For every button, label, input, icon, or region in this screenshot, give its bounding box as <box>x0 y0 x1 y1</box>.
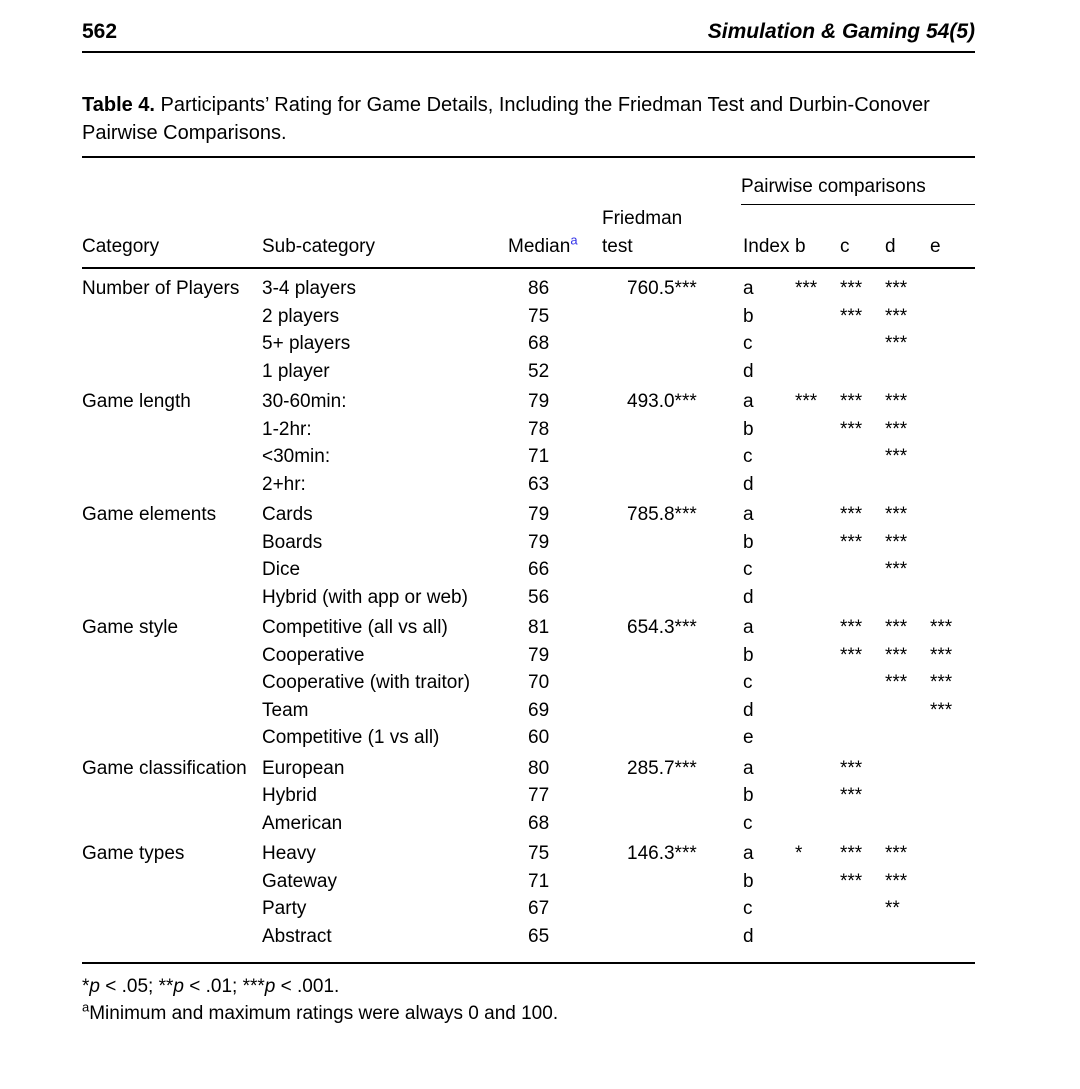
median-cell: 78 <box>528 418 550 440</box>
index-cell: c <box>743 446 753 467</box>
friedman-cell <box>582 471 717 499</box>
ratings-table <box>82 156 975 964</box>
pairwise-d-cell: *** <box>885 870 908 892</box>
friedman-cell <box>582 697 717 725</box>
pairwise-e-cell <box>930 895 975 923</box>
pairwise-c-cell: *** <box>840 418 863 440</box>
col-header-e: e <box>930 205 975 268</box>
pairwise-d-cell <box>885 724 930 752</box>
pairwise-e-cell <box>930 303 975 331</box>
median-cell: 86 <box>528 278 550 299</box>
pairwise-b-cell <box>795 358 840 386</box>
col-header-index: Index <box>717 205 795 268</box>
table-caption-text: Participants’ Rating for Game Details, Including the Friedman Test and Durbin-Conover Pairwise Comparisons. <box>82 94 930 144</box>
median-cell: 68 <box>528 333 550 354</box>
median-cell: 68 <box>528 812 550 834</box>
friedman-cell <box>582 529 717 557</box>
pairwise-b-cell <box>795 724 840 752</box>
pairwise-e-cell <box>930 471 975 499</box>
median-cell: 52 <box>528 360 550 382</box>
pairwise-e-cell: *** <box>930 644 953 666</box>
friedman-cell: 146.3*** <box>627 843 697 864</box>
subcategory-cell: Competitive (all vs all) <box>262 617 448 638</box>
pairwise-d-cell: *** <box>885 504 908 525</box>
index-cell: d <box>743 699 754 721</box>
table-row <box>82 498 975 529</box>
pairwise-c-cell: *** <box>840 391 863 412</box>
median-cell: 79 <box>528 644 550 666</box>
table-row <box>82 268 975 303</box>
friedman-cell <box>582 642 717 670</box>
pairwise-d-cell <box>885 471 930 499</box>
median-cell: 65 <box>528 925 550 947</box>
index-cell: b <box>743 531 754 553</box>
friedman-cell <box>582 303 717 331</box>
median-cell: 79 <box>528 504 550 525</box>
subcategory-cell: Hybrid <box>262 785 317 806</box>
pairwise-e-cell <box>930 782 975 810</box>
friedman-cell: 785.8*** <box>627 504 697 525</box>
friedman-cell <box>582 669 717 697</box>
pairwise-e-cell <box>930 724 975 752</box>
pairwise-e-cell: *** <box>930 672 953 693</box>
header-spacer <box>82 157 717 205</box>
subcategory-cell: 1-2hr: <box>262 418 312 440</box>
pairwise-d-cell: *** <box>885 843 908 864</box>
index-cell: b <box>743 418 754 440</box>
pairwise-c-cell <box>840 358 885 386</box>
median-cell: 63 <box>528 473 550 495</box>
pairwise-c-cell: *** <box>840 757 863 779</box>
pairwise-d-cell <box>885 358 930 386</box>
pairwise-b-cell <box>795 611 840 642</box>
pairwise-c-cell <box>840 697 885 725</box>
friedman-cell <box>582 416 717 444</box>
subcategory-cell: Cards <box>262 504 313 525</box>
median-cell: 81 <box>528 617 550 638</box>
col-header-b: b <box>795 205 840 268</box>
subcategory-cell: Gateway <box>262 870 337 892</box>
table-row <box>82 385 975 416</box>
pairwise-header-row <box>82 157 975 205</box>
pairwise-d-cell: *** <box>885 672 908 693</box>
pairwise-c-cell: *** <box>840 504 863 525</box>
index-cell: a <box>743 617 754 638</box>
col-header-friedman: Friedman test <box>582 205 717 268</box>
pairwise-d-cell: *** <box>885 644 908 666</box>
note-segment: p <box>89 976 100 997</box>
pairwise-c-cell: *** <box>840 870 863 892</box>
category-cell: Number of Players <box>82 278 240 299</box>
pairwise-e-cell <box>930 416 975 444</box>
pairwise-b-cell <box>795 529 840 557</box>
pairwise-c-cell <box>840 810 885 838</box>
pairwise-b-cell <box>795 642 840 670</box>
pairwise-c-cell: *** <box>840 843 863 864</box>
index-cell: d <box>743 925 754 947</box>
subcategory-cell: 2+hr: <box>262 473 306 495</box>
median-label: Median <box>508 235 571 257</box>
subcategory-cell: Party <box>262 898 307 919</box>
col-header-c: c <box>840 205 885 268</box>
page-number: 562 <box>82 20 118 43</box>
pairwise-b-cell <box>795 498 840 529</box>
index-cell: a <box>743 843 754 864</box>
friedman-cell <box>582 443 717 471</box>
friedman-cell <box>582 330 717 358</box>
pairwise-b-cell: *** <box>795 391 818 412</box>
pairwise-c-cell <box>840 556 885 584</box>
pairwise-e-cell <box>930 556 975 584</box>
subcategory-cell: European <box>262 757 345 779</box>
subcategory-cell: Boards <box>262 531 323 553</box>
category-cell: Game types <box>82 843 185 864</box>
col-header-subcategory: Sub-category <box>262 205 505 268</box>
index-cell: a <box>743 391 754 412</box>
pairwise-c-cell: *** <box>840 644 863 666</box>
pairwise-e-cell <box>930 584 975 612</box>
pairwise-d-cell <box>885 810 930 838</box>
index-cell: c <box>743 333 753 354</box>
pairwise-e-cell <box>930 385 975 416</box>
median-cell: 67 <box>528 898 550 919</box>
pairwise-e-cell: *** <box>930 699 953 721</box>
journal-title: Simulation & Gaming 54(5) <box>707 20 975 43</box>
table-caption-label: Table 4. <box>82 94 155 116</box>
pairwise-b-cell <box>795 556 840 584</box>
pairwise-header-label: Pairwise comparisons <box>741 176 975 205</box>
friedman-cell <box>582 923 717 964</box>
friedman-cell <box>582 724 717 752</box>
pairwise-b-cell <box>795 669 840 697</box>
note-segment: < .05; ** <box>99 976 174 997</box>
pairwise-e-cell <box>930 330 975 358</box>
subcategory-cell: 5+ players <box>262 333 351 354</box>
running-head <box>82 0 975 53</box>
index-cell: a <box>743 757 754 779</box>
note-segment: < .001. <box>275 976 340 997</box>
subcategory-cell: 3-4 players <box>262 278 356 299</box>
pairwise-d-cell: *** <box>885 531 908 553</box>
index-cell: c <box>743 559 753 580</box>
pairwise-d-cell: *** <box>885 391 908 412</box>
pairwise-d-cell <box>885 923 930 964</box>
pairwise-c-cell <box>840 669 885 697</box>
pairwise-e-cell <box>930 358 975 386</box>
pairwise-b-cell <box>795 895 840 923</box>
median-cell: 69 <box>528 699 550 721</box>
pairwise-d-cell: ** <box>885 898 900 919</box>
col-header-d: d <box>885 205 930 268</box>
pairwise-e-cell <box>930 752 975 783</box>
table-header <box>82 157 975 268</box>
table-row <box>82 837 975 868</box>
note-segment: p <box>264 976 276 997</box>
friedman-cell: 285.7*** <box>627 757 697 779</box>
pairwise-d-cell: *** <box>885 446 908 467</box>
pairwise-c-cell <box>840 923 885 964</box>
note-segment: * <box>82 976 90 997</box>
ratings-range-note <box>82 1000 975 1027</box>
subcategory-cell: <30min: <box>262 446 331 467</box>
index-cell: b <box>743 870 754 892</box>
table-footnotes <box>82 973 975 1027</box>
pairwise-e-cell <box>930 868 975 896</box>
pairwise-d-cell <box>885 697 930 725</box>
pairwise-d-cell <box>885 782 930 810</box>
subcategory-cell: Cooperative <box>262 644 365 666</box>
index-cell: c <box>743 898 753 919</box>
index-cell: c <box>743 672 753 693</box>
pairwise-b-cell: *** <box>795 278 818 299</box>
subcategory-cell: Competitive (1 vs all) <box>262 727 440 748</box>
subcategory-cell: 30-60min: <box>262 391 347 412</box>
pairwise-d-cell: *** <box>885 617 908 638</box>
pairwise-c-cell <box>840 443 885 471</box>
significance-note <box>82 973 975 1000</box>
pairwise-d-cell <box>885 752 930 783</box>
pairwise-d-cell <box>885 584 930 612</box>
pairwise-e-cell <box>930 923 975 964</box>
median-cell: 75 <box>528 843 550 864</box>
median-cell: 71 <box>528 446 550 467</box>
subcategory-cell: Dice <box>262 559 301 580</box>
column-header-row <box>82 205 975 268</box>
pairwise-b-cell <box>795 330 840 358</box>
subcategory-cell: Heavy <box>262 843 316 864</box>
index-cell: b <box>743 644 754 666</box>
pairwise-e-cell <box>930 443 975 471</box>
category-cell: Game length <box>82 391 191 412</box>
ratings-range-note-marker: a <box>82 999 90 1015</box>
ratings-range-note-text: Minimum and maximum ratings were always 0 and 100. <box>89 1003 559 1024</box>
index-cell: b <box>743 305 754 327</box>
pairwise-c-cell <box>840 471 885 499</box>
pairwise-c-cell: *** <box>840 617 863 638</box>
median-cell: 75 <box>528 305 550 327</box>
median-cell: 71 <box>528 870 550 892</box>
pairwise-c-cell <box>840 895 885 923</box>
pairwise-b-cell <box>795 752 840 783</box>
median-cell: 80 <box>528 757 550 779</box>
pairwise-c-cell <box>840 724 885 752</box>
table-caption <box>82 91 975 147</box>
index-cell: d <box>743 473 754 495</box>
index-cell: e <box>743 727 754 748</box>
index-cell: c <box>743 812 753 834</box>
index-cell: b <box>743 785 754 806</box>
median-cell: 77 <box>528 785 550 806</box>
pairwise-e-cell <box>930 498 975 529</box>
median-cell: 60 <box>528 727 550 748</box>
friedman-cell: 493.0*** <box>627 391 697 412</box>
col-header-median <box>505 205 582 268</box>
friedman-cell <box>582 868 717 896</box>
pairwise-d-cell: *** <box>885 333 908 354</box>
pairwise-e-cell <box>930 268 975 303</box>
index-cell: d <box>743 360 754 382</box>
pairwise-b-cell <box>795 584 840 612</box>
pairwise-d-cell: *** <box>885 418 908 440</box>
subcategory-cell: Team <box>262 699 309 721</box>
pairwise-b-cell <box>795 868 840 896</box>
pairwise-c-cell: *** <box>840 305 863 327</box>
note-segment: < .01; *** <box>183 976 265 997</box>
subcategory-cell: Cooperative (with traitor) <box>262 672 471 693</box>
subcategory-cell: Abstract <box>262 925 332 947</box>
pairwise-b-cell <box>795 471 840 499</box>
pairwise-d-cell: *** <box>885 278 908 299</box>
pairwise-b-cell <box>795 810 840 838</box>
pairwise-b-cell <box>795 416 840 444</box>
median-cell: 66 <box>528 559 550 580</box>
friedman-cell <box>582 810 717 838</box>
table-body <box>82 268 975 963</box>
median-cell: 70 <box>528 672 550 693</box>
pairwise-b-cell: * <box>795 843 803 864</box>
friedman-cell: 760.5*** <box>627 278 697 299</box>
pairwise-b-cell <box>795 443 840 471</box>
friedman-cell <box>582 782 717 810</box>
subcategory-cell: 2 players <box>262 305 340 327</box>
pairwise-e-cell: *** <box>930 617 953 638</box>
pairwise-b-cell <box>795 303 840 331</box>
pairwise-c-cell <box>840 330 885 358</box>
subcategory-cell: Hybrid (with app or web) <box>262 586 468 608</box>
category-cell: Game elements <box>82 504 217 525</box>
category-cell: Game style <box>82 617 179 638</box>
friedman-cell: 654.3*** <box>627 617 697 638</box>
pairwise-e-cell <box>930 810 975 838</box>
pairwise-e-cell <box>930 529 975 557</box>
friedman-cell <box>582 895 717 923</box>
pairwise-c-cell: *** <box>840 531 863 553</box>
pairwise-c-cell: *** <box>840 785 863 806</box>
pairwise-d-cell: *** <box>885 559 908 580</box>
pairwise-c-cell <box>840 584 885 612</box>
index-cell: a <box>743 278 754 299</box>
col-header-category: Category <box>82 205 262 268</box>
table-row <box>82 611 975 642</box>
pairwise-b-cell <box>795 782 840 810</box>
pairwise-b-cell <box>795 923 840 964</box>
pairwise-b-cell <box>795 697 840 725</box>
pairwise-d-cell: *** <box>885 305 908 327</box>
pairwise-c-cell: *** <box>840 278 863 299</box>
median-cell: 56 <box>528 586 550 608</box>
pairwise-e-cell <box>930 837 975 868</box>
subcategory-cell: 1 player <box>262 360 330 382</box>
note-segment: p <box>173 976 184 997</box>
index-cell: a <box>743 504 754 525</box>
friedman-cell <box>582 556 717 584</box>
median-cell: 79 <box>528 391 550 412</box>
friedman-cell <box>582 358 717 386</box>
subcategory-cell: American <box>262 812 343 834</box>
median-footnote-marker: a <box>570 232 578 248</box>
pairwise-header-cell <box>717 157 975 205</box>
friedman-cell <box>582 584 717 612</box>
table-row <box>82 752 975 783</box>
index-cell: d <box>743 586 754 608</box>
median-cell: 79 <box>528 531 550 553</box>
category-cell: Game classification <box>82 757 247 779</box>
